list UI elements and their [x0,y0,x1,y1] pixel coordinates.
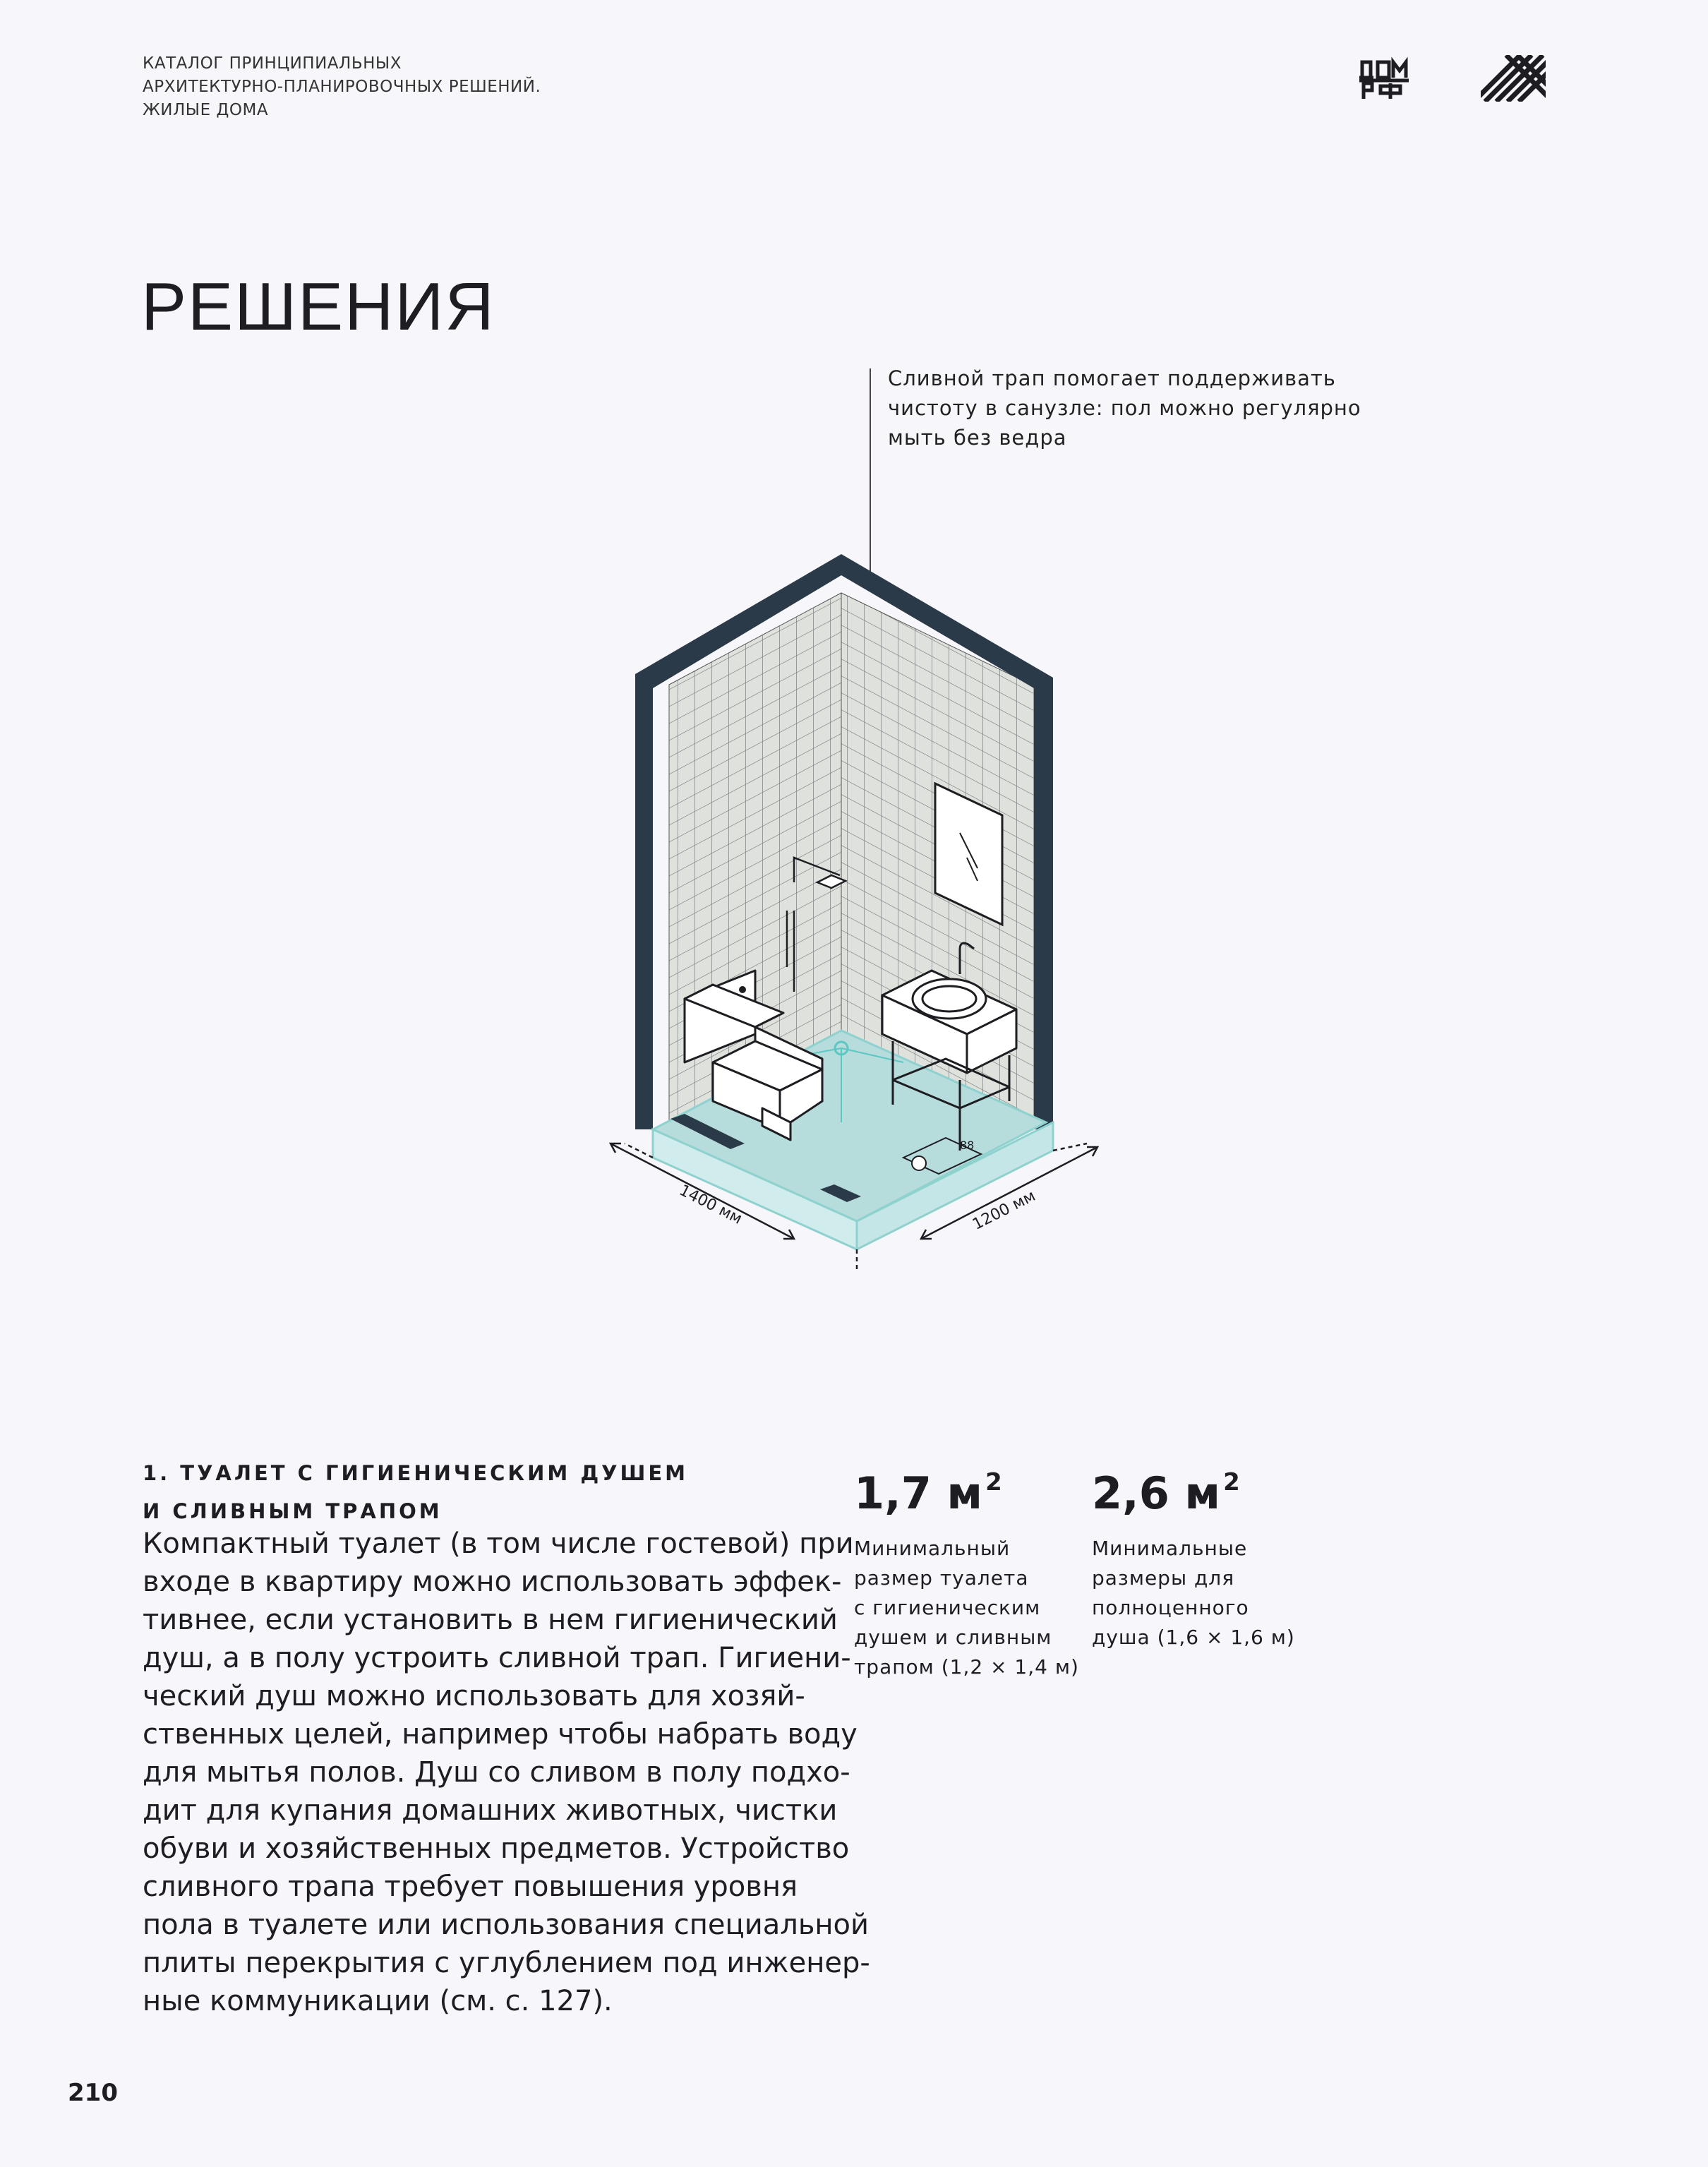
body-line: входе в квартиру можно использовать эффек- [143,1566,842,1598]
body-line: плиты перекрытия с углублением под инженер- [143,1947,870,1979]
section-title-line: И СЛИВНЫМ ТРАПОМ [143,1499,443,1523]
page-title: РЕШЕНИЯ [141,269,495,344]
body-line: ственных целей, например чтобы набрать воду [143,1718,858,1751]
body-line: дит для купания домашних животных, чистки [143,1794,838,1827]
body-line: ческий душ можно использовать для хозяй- [143,1680,805,1712]
bathroom-isometric-illustration [593,544,1115,1292]
body-line: ные коммуникации (см. с. 127). [143,1985,613,2017]
stat-description: Минимальный размер туалета с гигиеническим душем и сливным трапом (1,2 × 1,4 м) [854,1537,1079,1679]
callout-line-text: чистоту в санузле: пол можно регулярно [888,396,1361,420]
stat-shower-area [1092,1451,1295,1652]
hatched-pattern-logo-icon [1481,55,1546,102]
header-line: АРХИТЕКТУРНО-ПЛАНИРОВОЧНЫХ РЕШЕНИЙ. [143,78,541,96]
header-line: КАТАЛОГ ПРИНЦИПИАЛЬНЫХ [143,54,402,73]
body-line: тивнее, если установить в нем гигиенический [143,1604,838,1636]
body-line: сливного трапа требует повышения уровня [143,1871,798,1903]
callout-line-text: Сливной трап помогает поддерживать [888,366,1336,390]
stat-toilet-area [854,1451,1079,1682]
stat-value: 1,7 м $^2$ [854,1467,1002,1519]
body-line: обуви и хозяйственных предметов. Устройство [143,1832,850,1865]
catalog-header [143,52,541,122]
callout-text [888,364,1361,452]
body-line: душ, а в полу устроить сливной трап. Гигиени- [143,1642,851,1674]
body-line: пола в туалете или использования специальной [143,1909,870,1941]
section-title [143,1454,688,1530]
stat-description: Минимальные размеры для полноценного душа (1,6 × 1,6 м) [1092,1537,1295,1649]
stat-value: 2,6 м $^2$ [1092,1467,1240,1519]
section-title-line: 1. ТУАЛЕТ С ГИГИЕНИЧЕСКИМ ДУШЕМ [143,1461,689,1485]
header-line: ЖИЛЫЕ ДОМА [143,101,269,119]
section-body [143,1525,870,2020]
svg-text:88: 88 [960,1139,975,1152]
body-line: Компактный туалет (в том числе гостевой) при [143,1527,854,1560]
dimension-label-right: 1200 мм [970,1187,1039,1234]
body-line: для мытья полов. Душ со сливом в полу подхо- [143,1756,850,1789]
page-number: 210 [68,2079,118,2107]
dimension-label-left: 1400 мм [676,1181,745,1228]
callout-line-text: мыть без ведра [888,426,1067,450]
dom-rf-logo-icon [1359,55,1409,104]
